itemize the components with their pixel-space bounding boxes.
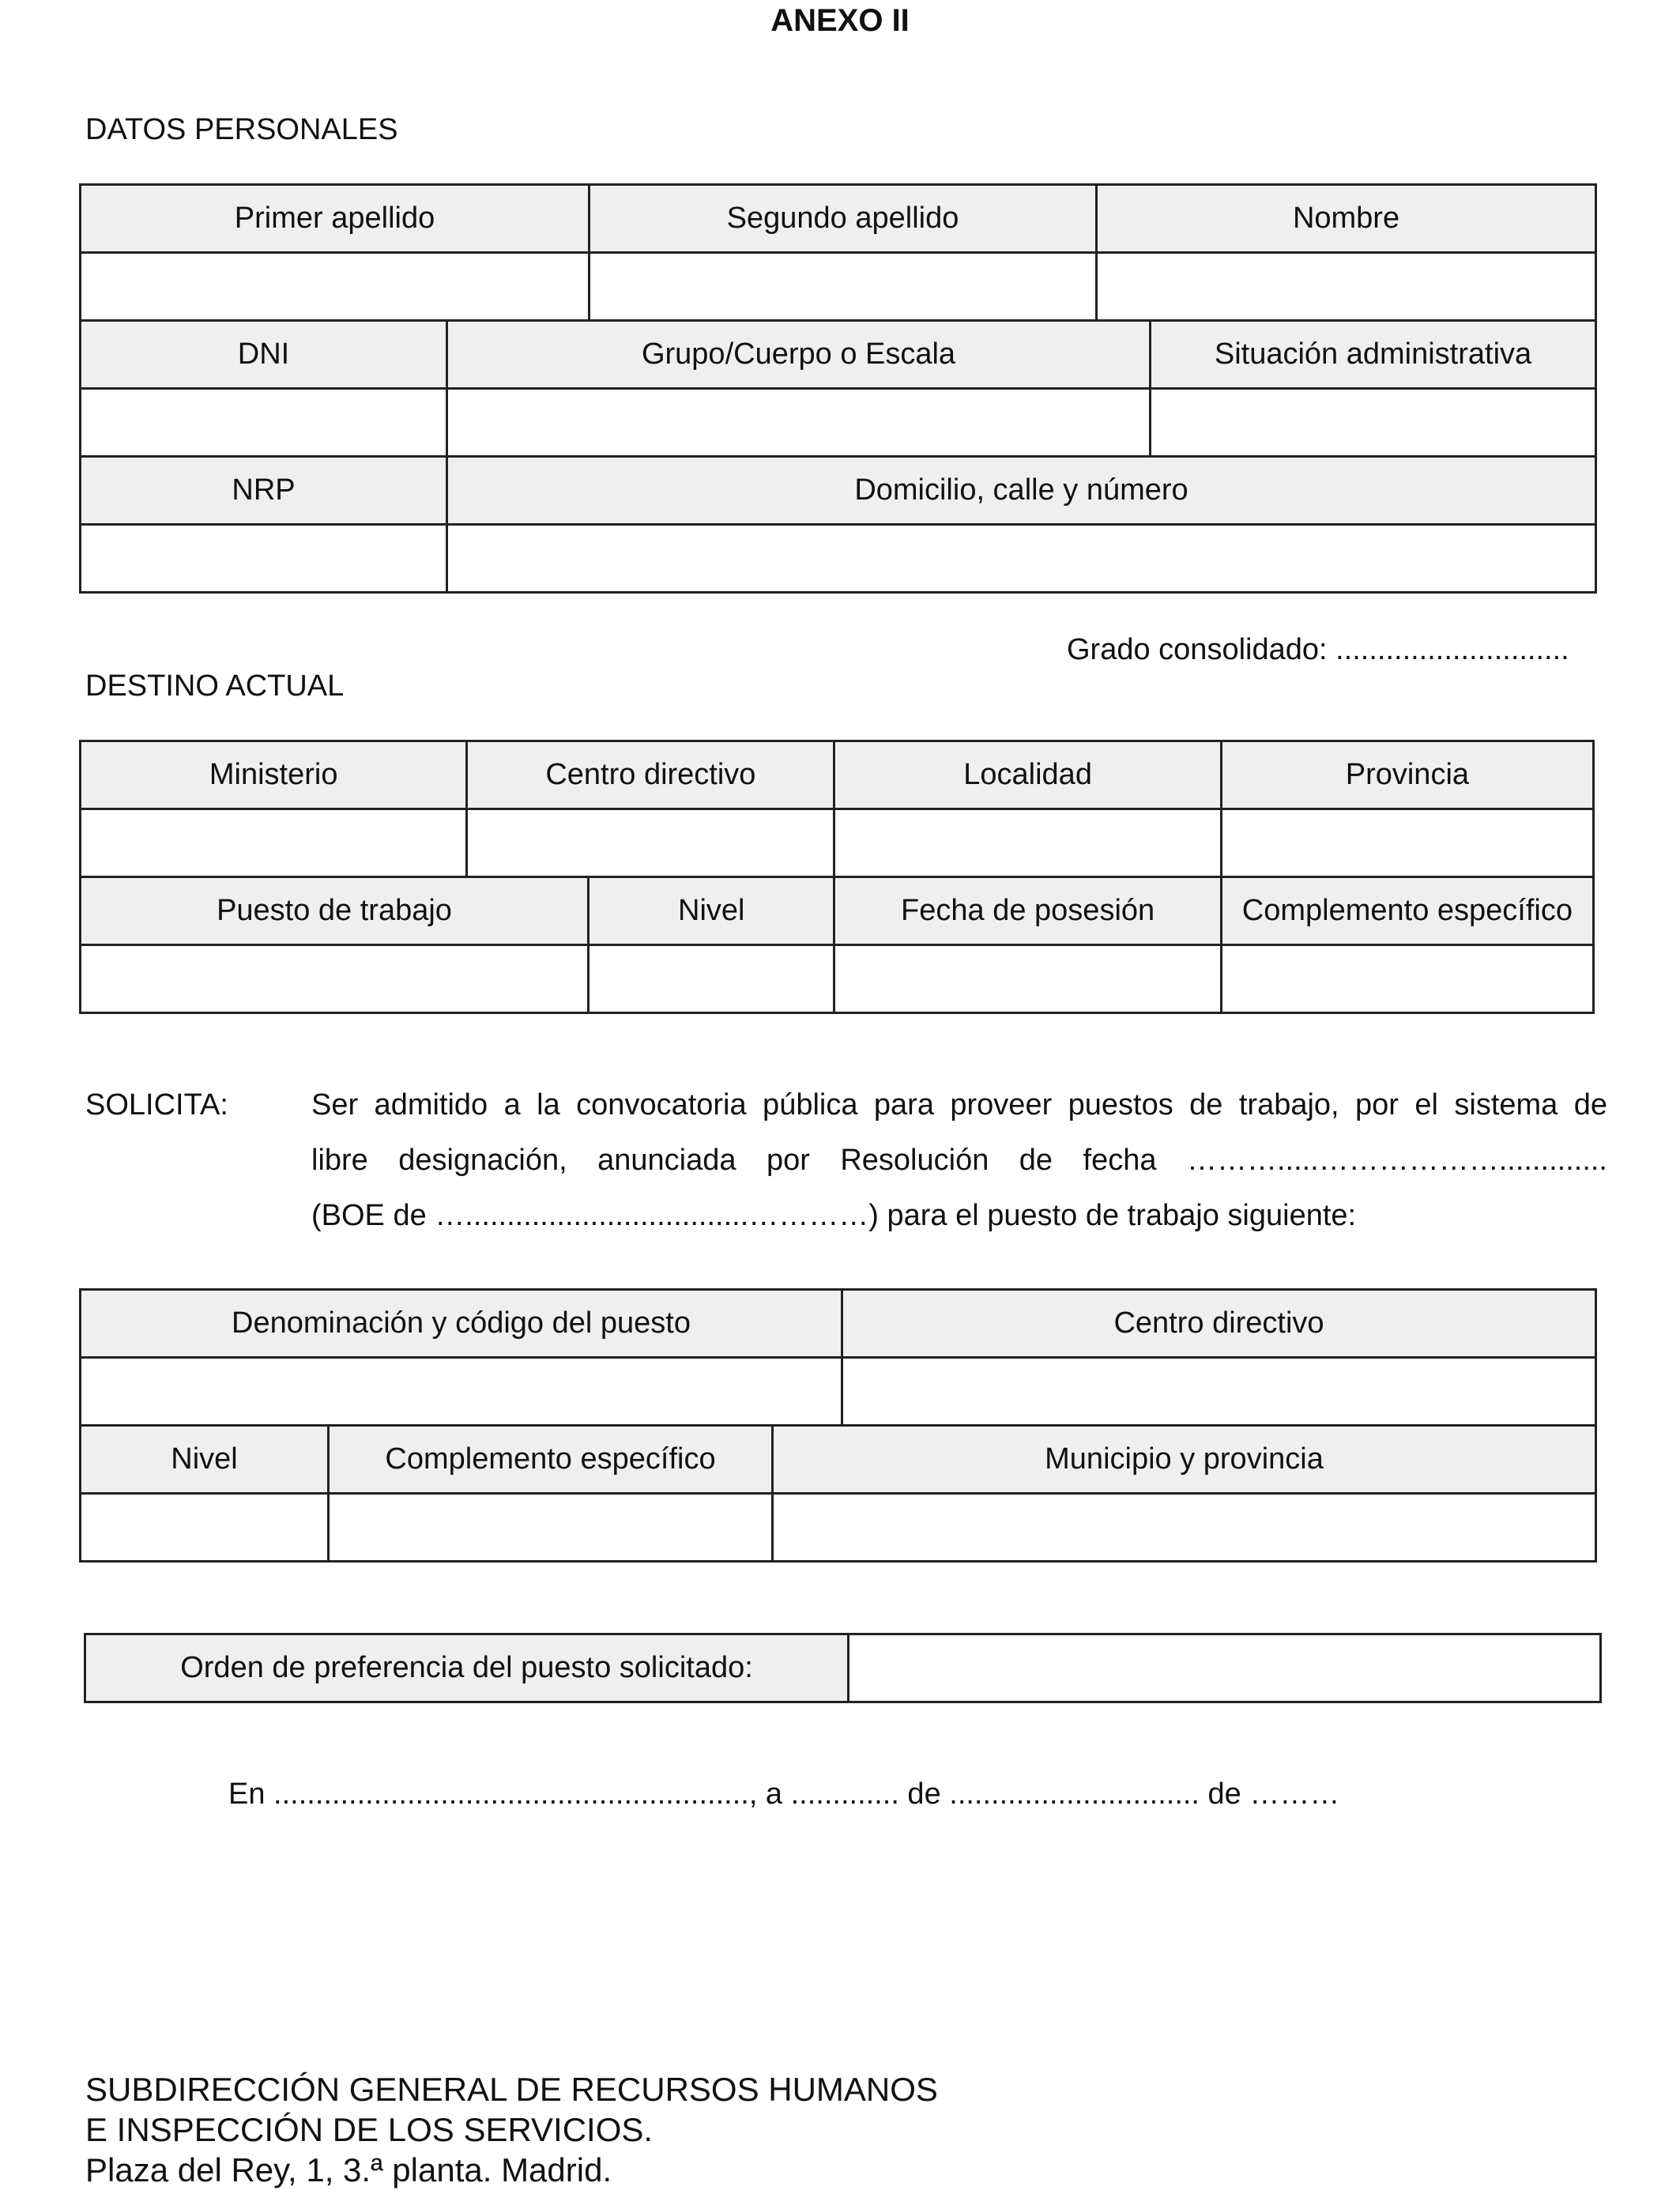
header-situacion-administrativa: Situación administrativa [1151, 321, 1596, 389]
header-domicilio: Domicilio, calle y número [447, 457, 1596, 525]
segundo-apellido-field[interactable] [590, 253, 1097, 321]
header-provincia: Provincia [1221, 741, 1593, 809]
puesto-solicitado-table [79, 1288, 1597, 1563]
header-nrp: NRP [81, 457, 447, 525]
municipio-provincia-field[interactable] [773, 1494, 1596, 1562]
nrp-field[interactable] [81, 525, 447, 593]
provincia-field[interactable] [1221, 809, 1593, 877]
page-title: ANEXO II [770, 3, 910, 38]
nivel-field[interactable] [589, 945, 834, 1013]
preferencia-field[interactable] [849, 1634, 1601, 1702]
preferencia-table [84, 1633, 1602, 1703]
denominacion-codigo-field[interactable] [81, 1358, 842, 1426]
grado-consolidado: Grado consolidado: ............................ [1067, 633, 1569, 666]
footer-line-1: SUBDIRECCIÓN GENERAL DE RECURSOS HUMANOS [85, 2071, 938, 2108]
nivel-puesto-field[interactable] [81, 1494, 329, 1562]
footer-line-2: E INSPECCIÓN DE LOS SERVICIOS. [85, 2111, 654, 2148]
header-centro-directivo: Centro directivo [467, 741, 834, 809]
nombre-field[interactable] [1097, 253, 1596, 321]
header-grupo-cuerpo: Grupo/Cuerpo o Escala [447, 321, 1151, 389]
header-nivel-puesto: Nivel [81, 1426, 329, 1494]
solicita-text [311, 1077, 1607, 1243]
grupo-cuerpo-field[interactable] [447, 389, 1151, 457]
header-localidad: Localidad [834, 741, 1221, 809]
header-municipio-provincia: Municipio y provincia [773, 1426, 1596, 1494]
footer-address [85, 2069, 938, 2190]
header-nombre: Nombre [1097, 185, 1596, 253]
header-ministerio: Ministerio [81, 741, 467, 809]
preferencia-label: Orden de preferencia del puesto solicitado: [85, 1634, 849, 1702]
ministerio-field[interactable] [81, 809, 467, 877]
dni-field[interactable] [81, 389, 447, 457]
header-puesto-trabajo: Puesto de trabajo [81, 877, 589, 945]
centro-directivo-field[interactable] [467, 809, 834, 877]
header-complemento-especifico: Complemento específico [1221, 877, 1593, 945]
header-centro-directivo-puesto: Centro directivo [842, 1290, 1596, 1358]
solicita-line-1: Ser admitido a la convocatoria pública para proveer puestos de trabajo, por el sistema de [311, 1088, 1607, 1122]
primer-apellido-field[interactable] [81, 253, 590, 321]
centro-directivo-puesto-field[interactable] [842, 1358, 1596, 1426]
header-nivel: Nivel [589, 877, 834, 945]
datos-personales-heading: DATOS PERSONALES [85, 113, 398, 146]
header-complemento-puesto: Complemento específico [329, 1426, 773, 1494]
destino-actual-heading: DESTINO ACTUAL [85, 669, 345, 703]
situacion-administrativa-field[interactable] [1151, 389, 1596, 457]
complemento-puesto-field[interactable] [329, 1494, 773, 1562]
puesto-trabajo-field[interactable] [81, 945, 589, 1013]
header-denominacion-codigo: Denominación y código del puesto [81, 1290, 842, 1358]
destino-actual-table [79, 740, 1595, 1014]
domicilio-field[interactable] [447, 525, 1596, 593]
header-fecha-posesion: Fecha de posesión [834, 877, 1221, 945]
solicita-line-3: (BOE de …..................................…………) para el puesto de trabajo siguiente: [311, 1199, 1357, 1232]
lugar-fecha-line: En ........................................................., a ............. de .............................. de ……… [228, 1777, 1340, 1811]
fecha-posesion-field[interactable] [834, 945, 1221, 1013]
header-segundo-apellido: Segundo apellido [590, 185, 1097, 253]
complemento-especifico-field[interactable] [1221, 945, 1593, 1013]
localidad-field[interactable] [834, 809, 1221, 877]
footer-line-3: Plaza del Rey, 1, 3.ª planta. Madrid. [85, 2151, 612, 2188]
header-dni: DNI [81, 321, 447, 389]
header-primer-apellido: Primer apellido [81, 185, 590, 253]
solicita-label: SOLICITA: [85, 1088, 228, 1122]
solicita-line-2: libre designación, anunciada por Resolución de fecha ……….....………………............. [311, 1144, 1607, 1177]
datos-personales-table [79, 183, 1597, 594]
